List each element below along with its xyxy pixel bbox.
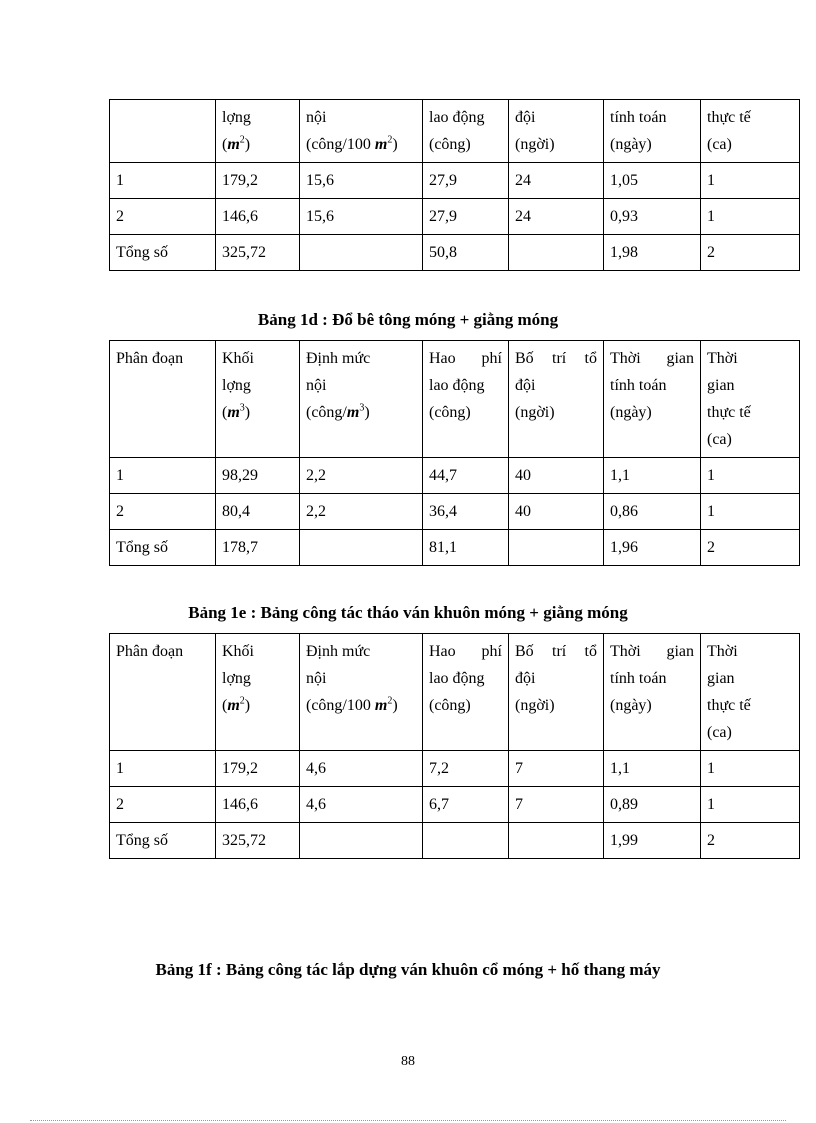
- table-row: [110, 458, 800, 494]
- table-d-caption: Bảng 1d : Đổ bê tông móng + giằng móng: [257, 310, 559, 329]
- table-d-body: [110, 341, 800, 566]
- table-cell: 4,6: [300, 787, 423, 823]
- header-cell-line: đội: [515, 377, 536, 394]
- header-cell-line: nội: [306, 377, 327, 394]
- header-cell-line: thực tế: [707, 109, 751, 126]
- table-cell: 178,7: [216, 530, 300, 566]
- table-c-body: [110, 100, 800, 271]
- header-cell: [110, 634, 216, 751]
- header-row: [110, 634, 800, 751]
- header-cell-line: tính toán: [610, 377, 667, 394]
- table-cell: 2: [110, 494, 216, 530]
- header-cell-line: (ngời): [515, 697, 555, 714]
- table-cell: [509, 530, 604, 566]
- table-cell: 0,86: [604, 494, 701, 530]
- header-cell-line: lợng: [222, 670, 251, 687]
- page-number: 88: [401, 1054, 415, 1069]
- table-row: [110, 787, 800, 823]
- header-cell-line: $(m^2)$: [222, 695, 251, 714]
- table-e-caption: Bảng 1e : Bảng công tác tháo ván khuôn móng + giằng móng: [188, 603, 628, 622]
- header-cell-line: Định mức: [306, 643, 371, 660]
- header-cell: [701, 100, 800, 163]
- table-cell: 1: [110, 751, 216, 787]
- header-cell: [701, 341, 800, 458]
- header-cell-line: lao động: [429, 377, 485, 394]
- header-cell: [509, 100, 604, 163]
- header-cell-line: Phân đoạn: [116, 350, 184, 367]
- table-cell: 1: [701, 751, 800, 787]
- table-cell: 179,2: [216, 751, 300, 787]
- table-e: [109, 633, 800, 859]
- header-cell-line: (ca): [707, 431, 732, 448]
- header-cell-line: nội: [306, 109, 327, 126]
- table-cell: Tổng số: [110, 823, 216, 859]
- header-cell: [216, 100, 300, 163]
- table-cell: 2,2: [300, 494, 423, 530]
- header-cell-line: Hao phí: [429, 643, 502, 660]
- header-cell: [216, 634, 300, 751]
- header-cell-line: (ca): [707, 724, 732, 741]
- table-row: [110, 530, 800, 566]
- table-row: [110, 823, 800, 859]
- table-cell: 1,99: [604, 823, 701, 859]
- table-cell: 0,89: [604, 787, 701, 823]
- table-cell: 1: [701, 199, 800, 235]
- table-cell: 15,6: [300, 199, 423, 235]
- table-cell: 1,96: [604, 530, 701, 566]
- table-row: [110, 199, 800, 235]
- table-cell: 80,4: [216, 494, 300, 530]
- table-cell: 179,2: [216, 163, 300, 199]
- table-cell: [300, 235, 423, 271]
- header-cell-line: Bố trí tổ: [515, 643, 597, 660]
- header-cell-line: (ngày): [610, 136, 652, 153]
- table-row: [110, 163, 800, 199]
- table-c: [109, 99, 800, 271]
- header-cell: [110, 100, 216, 163]
- table-cell: 325,72: [216, 823, 300, 859]
- page-bottom-rule: [30, 1120, 786, 1121]
- header-cell-line: gian: [707, 670, 735, 687]
- header-cell: [509, 341, 604, 458]
- header-cell-line: Thời gian: [610, 350, 694, 367]
- header-cell-line: (ngày): [610, 697, 652, 714]
- header-cell-line: (công): [429, 697, 471, 714]
- header-row: [110, 341, 800, 458]
- table-row: [110, 751, 800, 787]
- header-cell-line: tính toán: [610, 109, 667, 126]
- table-cell: 4,6: [300, 751, 423, 787]
- header-cell-line: $(m^3)$: [222, 402, 251, 421]
- table-cell: Tổng số: [110, 530, 216, 566]
- table-cell: 98,29: [216, 458, 300, 494]
- header-cell-line: (ngày): [610, 404, 652, 421]
- header-cell: [423, 634, 509, 751]
- table-d: [109, 340, 800, 566]
- table-cell: 81,1: [423, 530, 509, 566]
- table-row: [110, 235, 800, 271]
- header-cell-line: [116, 104, 209, 131]
- header-cell: [604, 100, 701, 163]
- table-cell: 40: [509, 494, 604, 530]
- table-cell: 1: [701, 458, 800, 494]
- header-cell-line: (công): [429, 136, 471, 153]
- header-cell-line: (công/100 $m^2$): [306, 695, 398, 714]
- header-cell-line: (ngời): [515, 404, 555, 421]
- header-cell-line: thực tế: [707, 404, 751, 421]
- table-cell: 50,8: [423, 235, 509, 271]
- header-cell: [300, 634, 423, 751]
- table-cell: 36,4: [423, 494, 509, 530]
- table-cell: 1: [701, 163, 800, 199]
- table-cell: [423, 823, 509, 859]
- header-cell-line: tính toán: [610, 670, 667, 687]
- table-cell: 2: [701, 235, 800, 271]
- table-cell: 1: [701, 787, 800, 823]
- table-cell: 15,6: [300, 163, 423, 199]
- table-cell: 2: [701, 823, 800, 859]
- header-cell: [604, 341, 701, 458]
- header-cell-line: lợng: [222, 377, 251, 394]
- header-cell: [216, 341, 300, 458]
- header-cell-line: đội: [515, 670, 536, 687]
- header-cell-line: Phân đoạn: [116, 643, 184, 660]
- table-cell: 7: [509, 787, 604, 823]
- header-cell-line: Khối: [222, 643, 254, 660]
- table-cell: 2,2: [300, 458, 423, 494]
- table-f-caption: Bảng 1f : Bảng công tác lắp dựng ván khuôn cổ móng + hố thang máy: [155, 960, 661, 979]
- header-cell-line: Thời: [707, 350, 738, 367]
- header-row: [110, 100, 800, 163]
- table-cell: 7,2: [423, 751, 509, 787]
- header-cell: [509, 634, 604, 751]
- table-cell: 1,1: [604, 458, 701, 494]
- header-cell-line: [116, 131, 209, 158]
- header-cell-line: Khối: [222, 350, 254, 367]
- header-cell: [423, 341, 509, 458]
- table-cell: 1,1: [604, 751, 701, 787]
- header-cell-line: $(công/m^3)$: [306, 402, 370, 421]
- header-cell-line: $(m^2)$: [222, 134, 251, 153]
- table-cell: 40: [509, 458, 604, 494]
- table-cell: 1: [701, 494, 800, 530]
- table-cell: 1: [110, 458, 216, 494]
- header-cell-line: Thời: [707, 643, 738, 660]
- header-cell-line: gian: [707, 377, 735, 394]
- table-cell: 27,9: [423, 199, 509, 235]
- header-cell: [604, 634, 701, 751]
- header-cell: [110, 341, 216, 458]
- table-cell: 1,98: [604, 235, 701, 271]
- table-cell: 7: [509, 751, 604, 787]
- table-cell: 146,6: [216, 787, 300, 823]
- header-cell-line: lao động: [429, 109, 485, 126]
- header-cell-line: (ca): [707, 136, 732, 153]
- table-cell: 1,05: [604, 163, 701, 199]
- table-cell: 27,9: [423, 163, 509, 199]
- header-cell-line: thực tế: [707, 697, 751, 714]
- table-cell: 325,72: [216, 235, 300, 271]
- table-cell: 0,93: [604, 199, 701, 235]
- table-cell: 44,7: [423, 458, 509, 494]
- table-e-body: [110, 634, 800, 859]
- header-cell: [300, 341, 423, 458]
- table-cell: Tổng số: [110, 235, 216, 271]
- table-cell: 24: [509, 199, 604, 235]
- header-cell-line: Hao phí: [429, 350, 502, 367]
- table-cell: [300, 530, 423, 566]
- table-cell: 2: [110, 199, 216, 235]
- table-cell: 1: [110, 163, 216, 199]
- header-cell-line: Thời gian: [610, 643, 694, 660]
- header-cell-line: (công): [429, 404, 471, 421]
- table-cell: [509, 235, 604, 271]
- table-cell: 2: [110, 787, 216, 823]
- table-cell: 24: [509, 163, 604, 199]
- header-cell-line: (ngời): [515, 136, 555, 153]
- header-cell-line: lợng: [222, 109, 251, 126]
- header-cell: [300, 100, 423, 163]
- header-cell-line: Bố trí tổ: [515, 350, 597, 367]
- header-cell-line: đội: [515, 109, 536, 126]
- header-cell-line: Định mức: [306, 350, 371, 367]
- table-cell: 146,6: [216, 199, 300, 235]
- header-cell-line: (công/100 $m^2$): [306, 134, 398, 153]
- table-row: [110, 494, 800, 530]
- header-cell-line: nội: [306, 670, 327, 687]
- header-cell: [701, 634, 800, 751]
- table-cell: 2: [701, 530, 800, 566]
- header-cell: [423, 100, 509, 163]
- header-cell-line: lao động: [429, 670, 485, 687]
- table-cell: [300, 823, 423, 859]
- table-cell: 6,7: [423, 787, 509, 823]
- table-cell: [509, 823, 604, 859]
